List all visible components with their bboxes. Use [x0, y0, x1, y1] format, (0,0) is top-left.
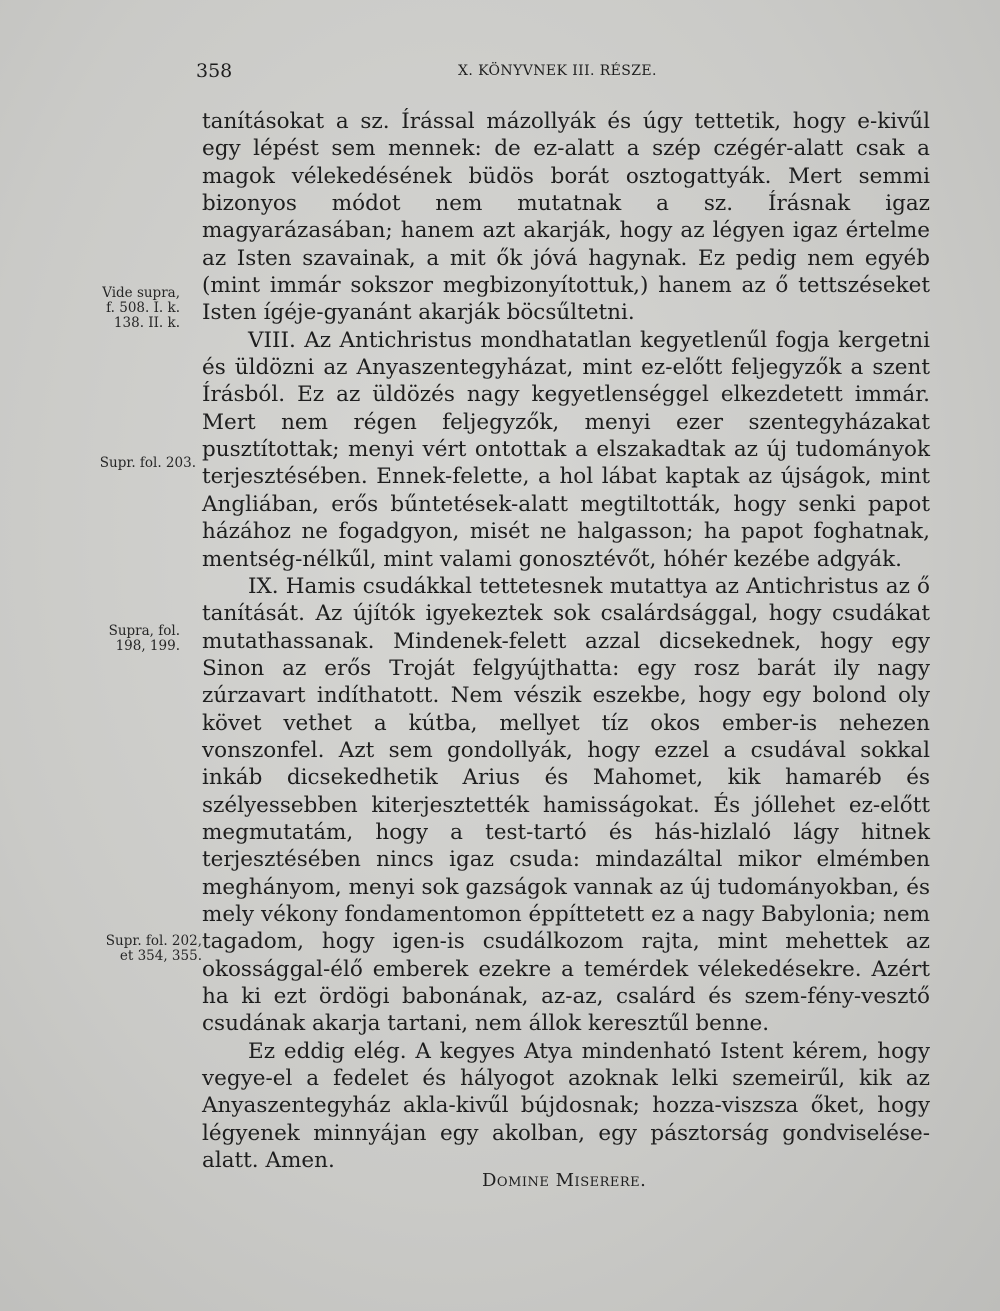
margin-note: Supr. fol. 203.	[99, 455, 196, 471]
running-head: X. KÖNYVNEK III. RÉSZE.	[458, 63, 657, 79]
paragraph-ix: IX. Hamis csudákkal tettetesnek mutattya az Antichristus az ő tanítását. Az újítók igyekeztek sok csalárdsággal, hogy csudákat mutathassanak. Mindenek-felett azzal dicsekednek, hogy egy Sinon az erős Troját felgyújthatta: egy rosz barát ily nagy zúrzavart indíthatott. Nem vészik eszekbe, hogy egy bolond oly követ vethet a kútba, mellyet tíz okos ember-is nehezen vonszonfel. Azt sem gondollyák, hogy ezzel a csudával sokkal inkáb dicsekedhetik Arius és Mahomet, kik hamaréb és szélyessebben kiterjesztették hamisságokat. És jóllehet ez-előtt megmutatám, hogy a test-tartó és hás-hizlaló lágy hitnek terjesztésében nincs igaz csuda: mindazáltal mikor elmémben meghányom, menyi sok gazságok vannak az új tudományokban, és mely vékony fondamentomon éppíttetett ez a nagy Babylonia; nem tagadom, hogy igen-is csudálkozom rajta, mint mehettek az okossággal-élő emberek ezekre a temérdek vélekedésekre. Azért ha ki ezt ördögi babonának, az-az, csalárd és szem-fény-vesztő csudának akarja tartani, nem állok keresztűl benne.	[202, 573, 930, 1037]
margin-note: Vide supra, f. 508. I. k. 138. II. k.	[102, 285, 180, 331]
page-header	[0, 60, 1000, 84]
paragraph-viii: VIII. Az Antichristus mondhatatlan kegyetlenűl fogja kergetni és üldözni az Anyaszentegyházat, mint ez-előtt feljegyzők a szent Írásból. Ez az üldözés nagy kegyetlenséggel elkezdetett immár. Mert nem régen feljegyzők, menyi ezer szentegyházakat pusztítottak; menyi vért ontottak a elszakadtak az új tudományok terjesztésében. Ennek-felette, a hol lábat kaptak az újságok, mint Angliában, erős bűntetések-alatt megtiltották, hogy senki papot házához ne fogadgyon, misét ne halgasson; ha papot foghatnak, mentség-nélkűl, mint valami gonosztévőt, hóhér kezébe adgyák.	[202, 327, 930, 572]
paragraph-conclusion: Ez eddig elég. A kegyes Atya mindenható Istent kérem, hogy vegye-el a fedelet és hályogot azoknak lelki szemeirűl, kik az Anyaszentegyház akla-kivűl bújdosnak; hozza-viszsza őket, hogy légyenek minnyájan egy akolban, egy pásztorság gondviselése-alatt. Amen.	[202, 1038, 930, 1174]
paragraph-continuation: tanításokat a sz. Írással mázollyák és úgy tettetik, hogy e-kivűl egy lépést sem mennek: de ez-alatt a szép czégér-alatt csak a magok vélekedésének büdös borát osztogattyák. Mert semmi bizonyos módot nem mutatnak a sz. Írásnak igaz magyarázasában; hanem azt akarják, hogy az légyen igaz értelme az Isten szavainak, a mit ők jóvá hagynak. Ez pedig nem egyéb (mint immár sokszor megbizonyítottuk,) hanem az ő tettszéseket Isten ígéje-gyanánt akarják böcsűltetni.	[202, 109, 930, 326]
page-number: 358	[196, 60, 233, 82]
closing-line: Domine Miserere.	[482, 1170, 647, 1191]
margin-note: Supr. fol. 202, et 354, 355.	[105, 933, 202, 964]
main-text	[202, 108, 930, 1174]
margin-note: Supra, fol. 198, 199.	[108, 623, 180, 654]
